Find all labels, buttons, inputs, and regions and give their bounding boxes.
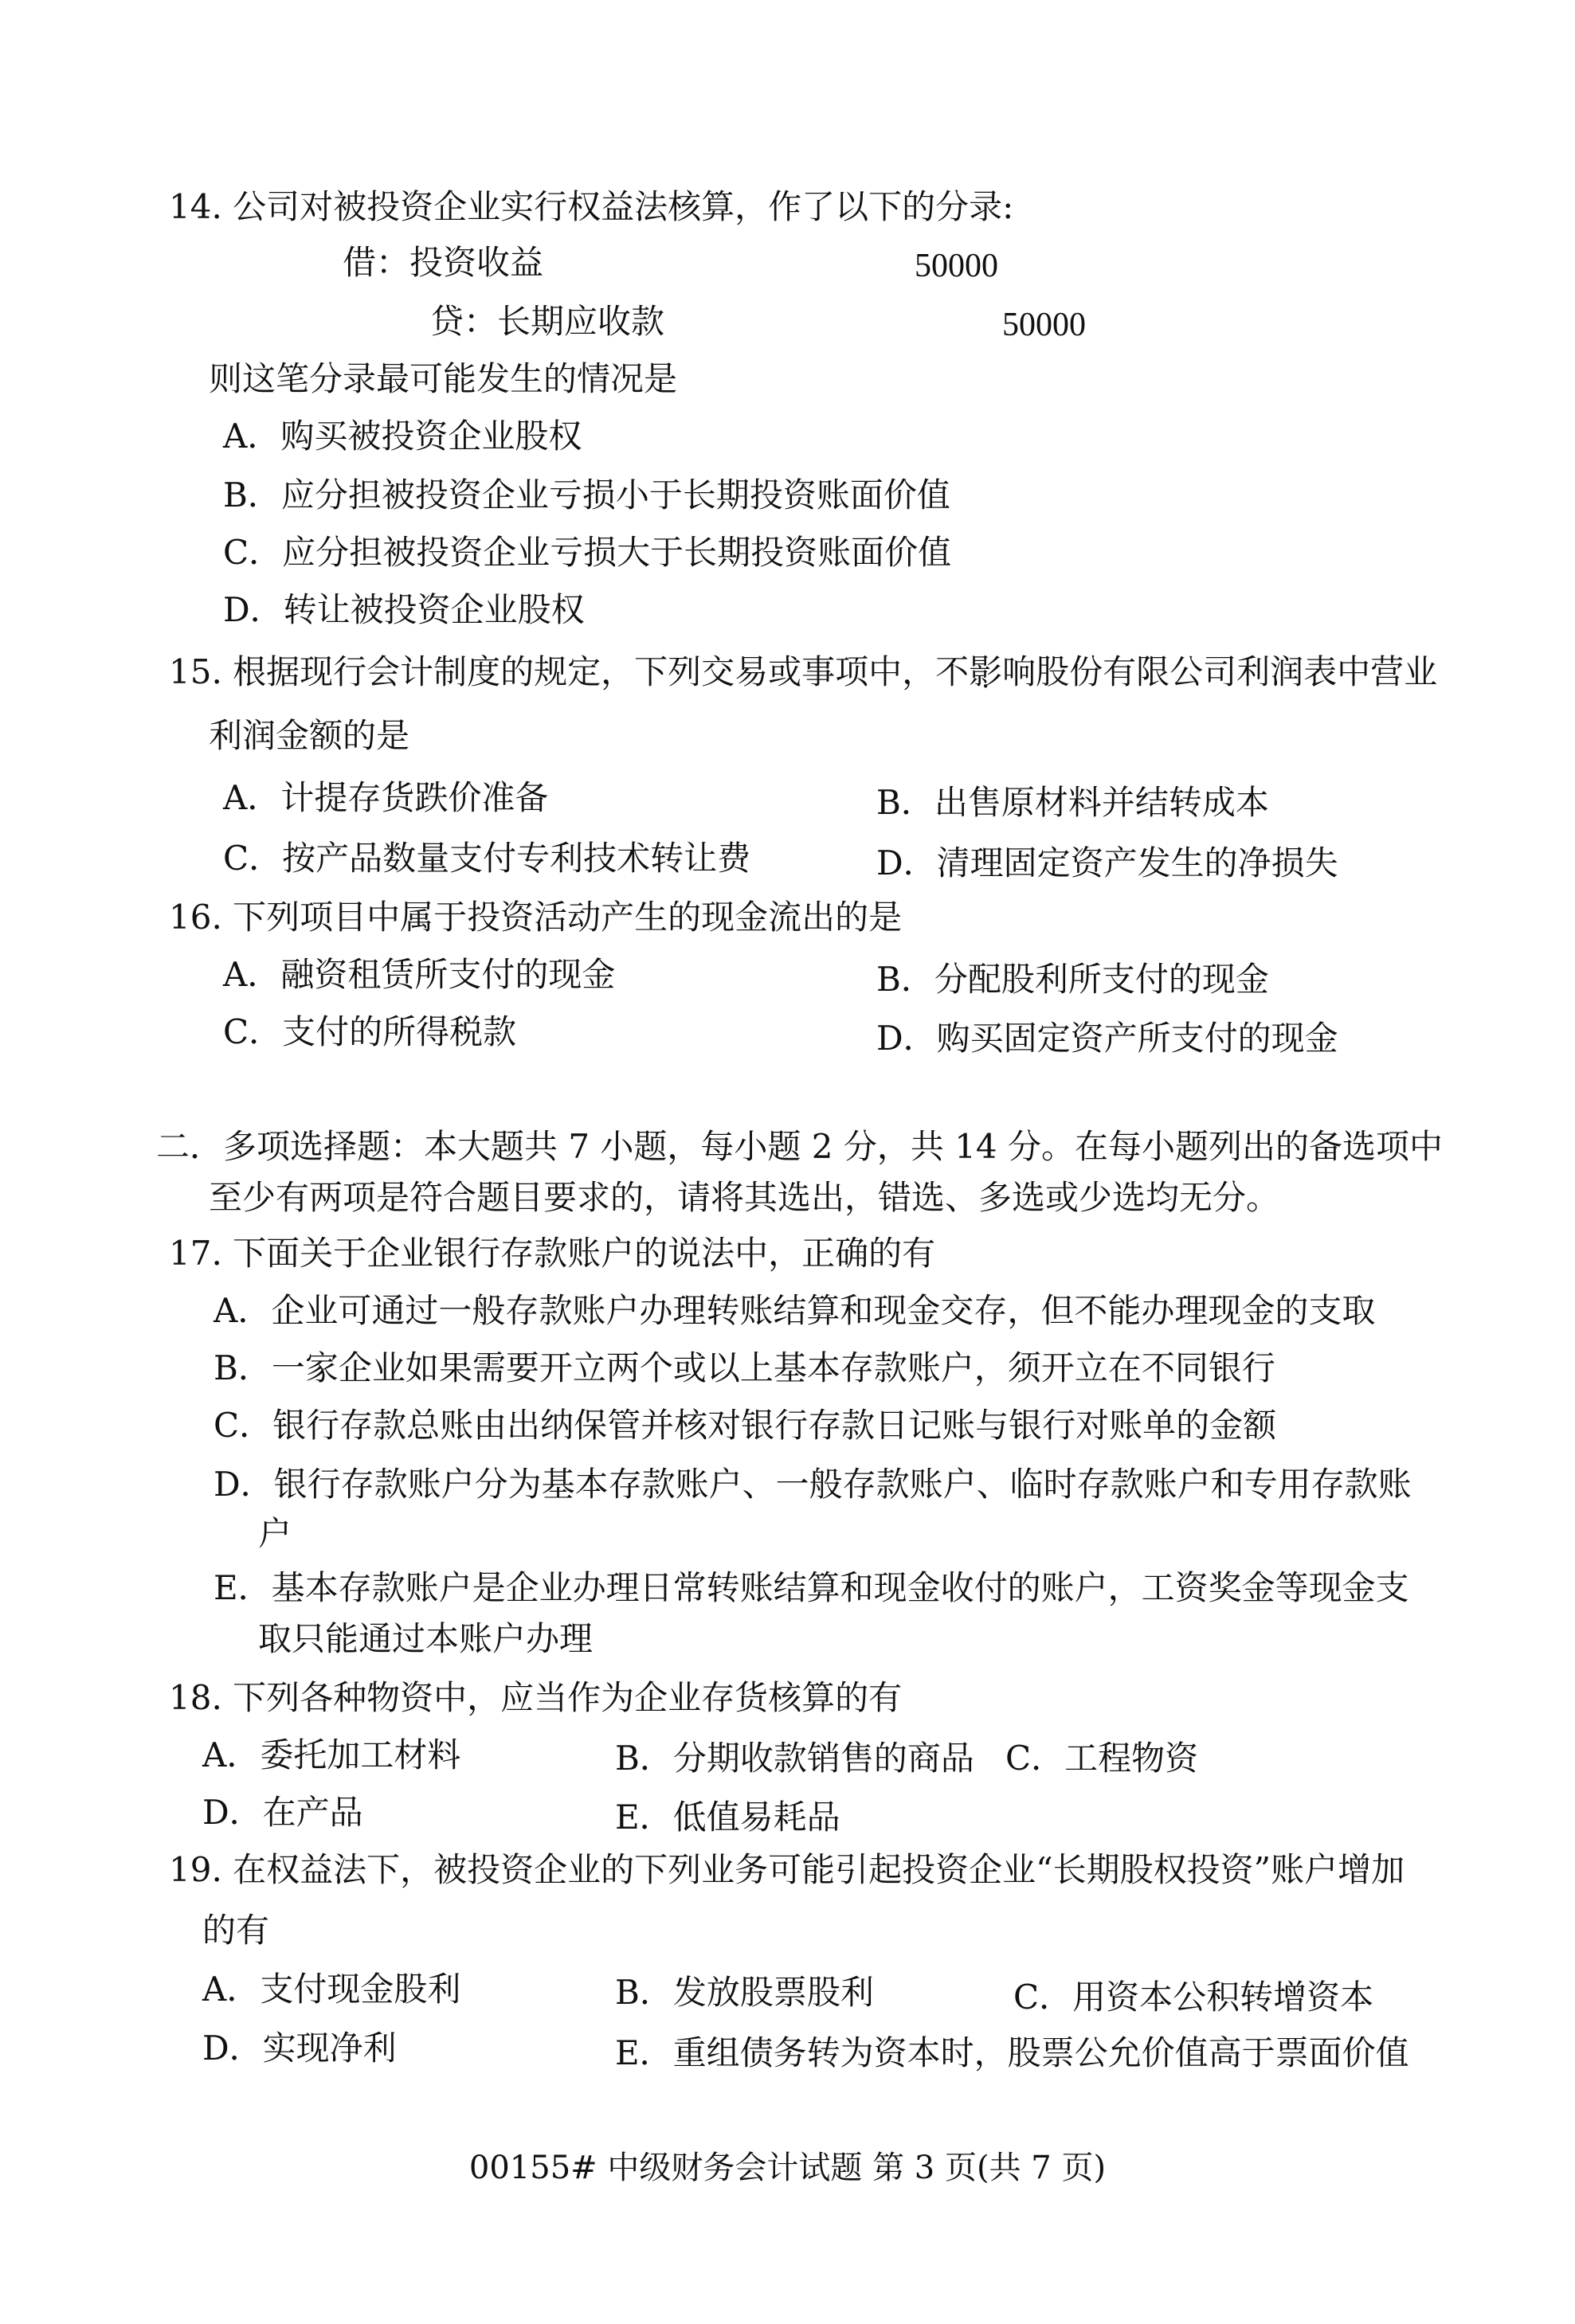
- q14-credit-amount: 50000: [1002, 307, 1086, 343]
- q14-option-b: B．应分担被投资企业亏损小于长期投资账面价值: [223, 475, 950, 514]
- q17-option-a: A．企业可通过一般存款账户办理转账结算和现金交存，但不能办理现金的支取: [214, 1291, 1376, 1330]
- q18-option-e: E．低值易耗品: [615, 1798, 840, 1837]
- q19-option-b: B．发放股票股利: [615, 1973, 874, 2012]
- q19-stem-line1: 19. 在权益法下，被投资企业的下列业务可能引起投资企业“长期股权投资”账户增加: [169, 1850, 1405, 1889]
- q16-option-b: B．分配股利所支付的现金: [876, 960, 1269, 999]
- q19-option-a: A．支付现金股利: [202, 1970, 461, 2009]
- q15-emphasis: 不影响: [935, 652, 1036, 691]
- q18-option-d: D．在产品: [202, 1793, 363, 1832]
- q17-option-c: C．银行存款总账由出纳保管并核对银行存款日记账与银行对账单的金额: [214, 1406, 1277, 1445]
- q15-option-b: B．出售原材料并结转成本: [876, 783, 1269, 822]
- q15-option-a: A．计提存货跌价准备: [223, 778, 549, 817]
- section2-instructions-line1: 二．多项选择题：本大题共 7 小题，每小题 2 分，共 14 分。在每小题列出的备选项中: [156, 1127, 1443, 1166]
- q17-option-d-line2: 户: [258, 1514, 292, 1553]
- q14-credit-label: 贷：长期应收款: [430, 302, 665, 341]
- q14-stem: 14. 公司对被投资企业实行权益法核算，作了以下的分录:: [169, 187, 1014, 226]
- q19-option-e: E．重组债务转为资本时，股票公允价值高于票面价值: [615, 2033, 1409, 2072]
- q14-option-a: A．购买被投资企业股权: [223, 417, 582, 456]
- q18-option-a: A．委托加工材料: [202, 1735, 461, 1774]
- q15-stem-line1: 15. 根据现行会计制度的规定，下列交易或事项中，不影响股份有限公司利润表中营业: [169, 652, 1438, 691]
- q14-debit-amount: 50000: [915, 248, 998, 284]
- q14-prompt: 则这笔分录最可能发生的情况是: [209, 359, 678, 398]
- q14-option-c: C．应分担被投资企业亏损大于长期投资账面价值: [223, 533, 952, 572]
- q17-option-e-line1: E．基本存款账户是企业办理日常转账结算和现金收付的账户，工资奖金等现金支: [214, 1568, 1409, 1607]
- q18-stem: 18. 下列各种物资中，应当作为企业存货核算的有: [169, 1678, 903, 1717]
- q19-option-c: C．用资本公积转增资本: [1013, 1978, 1374, 2017]
- q19-option-d: D．实现净利: [202, 2029, 397, 2068]
- q17-stem: 17. 下面关于企业银行存款账户的说法中，正确的有: [169, 1234, 936, 1273]
- q14-debit-label: 借：投资收益: [343, 243, 544, 282]
- section2-instructions-line2: 至少有两项是符合题目要求的，请将其选出，错选、多选或少选均无分。: [209, 1178, 1280, 1217]
- q18-option-c: C．工程物资: [1005, 1739, 1199, 1778]
- page-footer: 00155# 中级财务会计试题 第 3 页(共 7 页): [468, 2150, 1107, 2186]
- q15-option-d: D．清理固定资产发生的净损失: [876, 843, 1338, 882]
- q16-option-d: D．购买固定资产所支付的现金: [876, 1019, 1338, 1058]
- q15-option-c: C．按产品数量支付专利技术转让费: [223, 839, 751, 878]
- q15-stem-line2: 利润金额的是: [209, 716, 410, 755]
- q19-stem-line2: 的有: [202, 1911, 270, 1950]
- q17-option-d-line1: D．银行存款账户分为基本存款账户、一般存款账户、临时存款账户和专用存款账: [214, 1465, 1412, 1504]
- q17-option-b: B．一家企业如果需要开立两个或以上基本存款账户，须开立在不同银行: [214, 1348, 1275, 1387]
- q16-option-a: A．融资租赁所支付的现金: [223, 955, 616, 994]
- q14-option-d: D．转让被投资企业股权: [223, 590, 585, 629]
- q18-option-b: B．分期收款销售的商品: [615, 1739, 974, 1778]
- q16-stem: 16. 下列项目中属于投资活动产生的现金流出的是: [169, 898, 903, 937]
- q17-option-e-line2: 取只能通过本账户办理: [258, 1619, 594, 1658]
- q16-option-c: C．支付的所得税款: [223, 1012, 517, 1051]
